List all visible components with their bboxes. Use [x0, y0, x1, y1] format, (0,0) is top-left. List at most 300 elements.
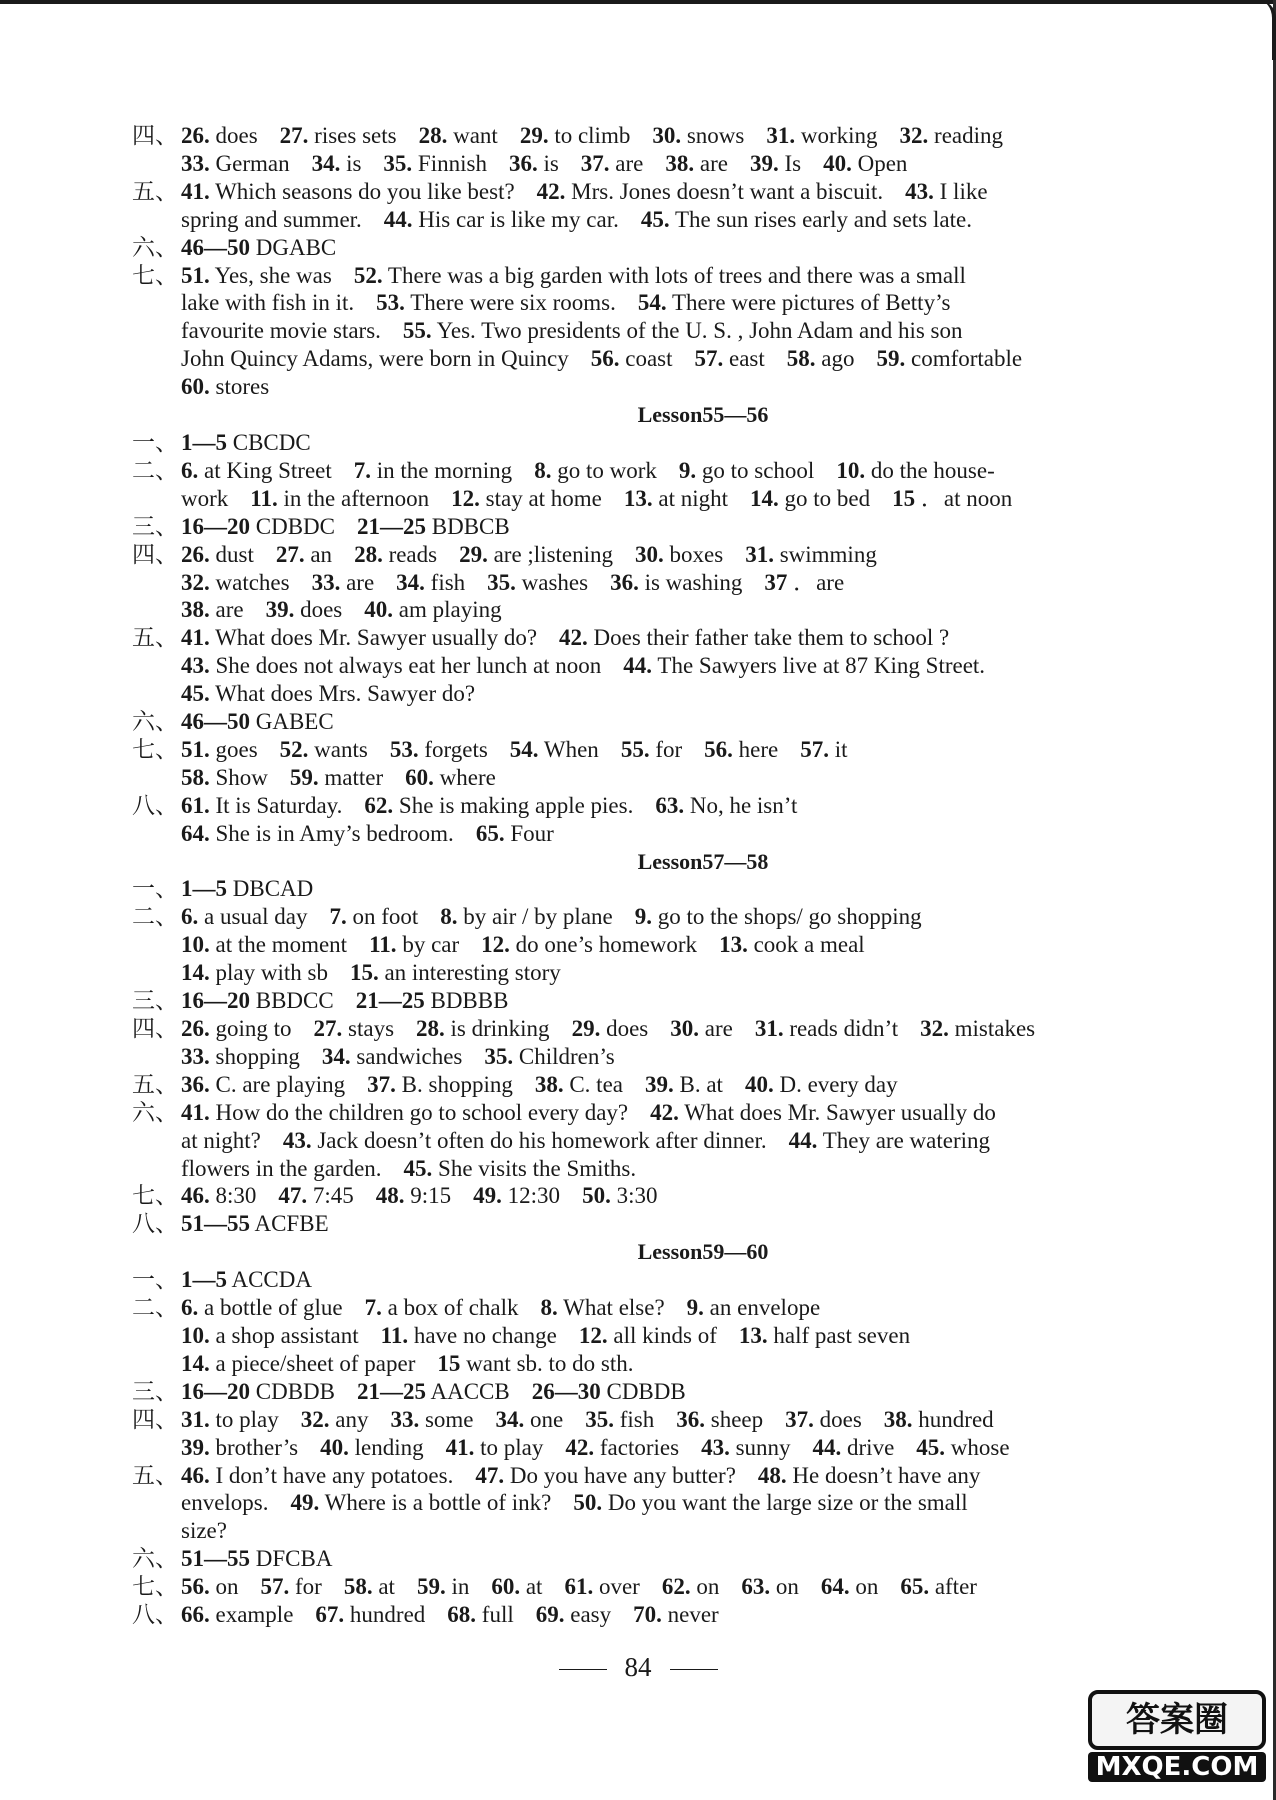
answer-text: is drinking	[450, 1016, 550, 1041]
answer-line	[132, 317, 1184, 345]
answer-text: rises sets	[314, 123, 397, 148]
answer-item	[181, 1267, 312, 1292]
answer-item	[181, 346, 569, 371]
question-number: 68.	[447, 1602, 477, 1628]
question-number: 65.	[475, 820, 505, 846]
answer-text: boxes	[669, 541, 724, 567]
answer-text: BBDCC	[255, 988, 334, 1014]
answer-text: on	[775, 1574, 799, 1600]
question-number: 61.	[181, 792, 210, 818]
answer-text: does	[300, 597, 343, 623]
answer-text: DFCBA	[255, 1546, 333, 1572]
question-number: 28.	[354, 541, 383, 567]
answer-text: by air / by plane	[463, 904, 613, 930]
question-number: 10.	[181, 1322, 210, 1348]
question-number: 58.	[343, 1574, 373, 1600]
question-number: 47.	[278, 1183, 308, 1209]
answer-item	[276, 542, 332, 567]
answer-text: How do the children go to school every day?	[215, 1099, 629, 1125]
answer-item	[381, 1323, 557, 1348]
answer-line	[132, 1573, 1184, 1601]
answer-line	[132, 1043, 1184, 1071]
question-number: 32.	[920, 1016, 949, 1041]
question-number: 59.	[289, 764, 319, 790]
answer-item	[181, 988, 334, 1013]
answer-text: to climb	[554, 123, 631, 148]
answer-text: I don’t have any potatoes.	[215, 1462, 454, 1488]
answer-item	[813, 1435, 895, 1460]
answer-line	[132, 1601, 1184, 1629]
answer-text: reads	[388, 541, 438, 567]
answer-text: ACFBE	[254, 1211, 329, 1237]
answer-line	[132, 875, 1184, 903]
watermark-logo	[1088, 1690, 1266, 1782]
answer-text: mistakes	[954, 1016, 1036, 1041]
question-number: 57.	[800, 736, 829, 762]
answer-text: BDBBB	[430, 988, 509, 1014]
answer-item	[181, 653, 601, 678]
answer-item	[800, 737, 847, 762]
question-number: 28.	[418, 123, 448, 148]
answer-text: German	[215, 150, 290, 176]
question-number: 8.	[534, 457, 552, 483]
question-number: 40.	[823, 150, 852, 176]
page-number: 84	[624, 1652, 652, 1682]
question-number: 38.	[883, 1406, 913, 1432]
section-marker: 二、	[132, 1295, 178, 1321]
answer-text: There were pictures of Betty’s	[671, 290, 951, 316]
answer-item	[314, 1016, 395, 1041]
question-number: 36.	[508, 150, 538, 176]
question-number: 13.	[623, 485, 653, 511]
answer-text: DBCAD	[232, 876, 314, 902]
answer-text: Yes, she was	[214, 262, 332, 288]
question-number: 35.	[383, 150, 413, 176]
answer-line	[132, 1210, 1184, 1238]
question-number: 42.	[565, 1434, 595, 1460]
answer-text: Is	[784, 150, 802, 176]
answer-line	[132, 234, 1184, 262]
answer-item	[181, 123, 258, 148]
answer-item	[496, 1407, 564, 1432]
answer-item	[532, 1379, 686, 1404]
answer-text: an interesting story	[384, 960, 561, 986]
question-number: 42.	[650, 1099, 679, 1125]
answer-item	[836, 458, 994, 483]
answer-text: some	[424, 1406, 474, 1432]
question-number: 56.	[590, 346, 620, 372]
question-number: 16—20	[181, 513, 250, 539]
answer-line	[132, 652, 1184, 680]
answer-line	[132, 262, 1184, 290]
answer-text: at	[525, 1574, 543, 1600]
question-number: 21—25	[357, 1378, 426, 1404]
answer-item	[440, 904, 612, 929]
answer-text: AACCB	[430, 1378, 510, 1404]
answer-item	[884, 1407, 994, 1432]
question-number: 44.	[383, 206, 413, 232]
answer-item	[250, 486, 429, 511]
answer-item	[652, 123, 744, 148]
section-marker: 一、	[132, 876, 178, 902]
answer-item	[687, 1295, 820, 1320]
question-number: 45.	[181, 681, 210, 707]
top-border	[0, 0, 1276, 4]
answer-text: What does Mr. Sawyer usually do?	[215, 625, 538, 651]
answer-text: in	[451, 1574, 470, 1600]
question-number: 59.	[416, 1574, 446, 1600]
answer-text: What else?	[563, 1295, 665, 1321]
answer-line	[132, 485, 1184, 513]
page-corner	[1256, 0, 1276, 60]
question-number: 64.	[820, 1574, 850, 1600]
watermark-top: 答案圈	[1088, 1690, 1266, 1750]
question-number: 30.	[652, 123, 682, 148]
answer-text: ．at noon	[920, 485, 1013, 511]
answer-text: washes	[521, 569, 589, 595]
answer-item	[181, 1490, 269, 1515]
answer-text: example	[215, 1602, 294, 1628]
answer-text: 3:30	[616, 1183, 658, 1209]
answer-item	[364, 597, 501, 622]
question-number: 38.	[181, 597, 210, 623]
section-marker: 四、	[132, 1016, 178, 1041]
answer-item	[181, 625, 537, 650]
answer-text: east	[729, 346, 765, 372]
answer-text: are	[346, 569, 375, 595]
answer-item	[638, 290, 951, 315]
question-number: 33.	[181, 1043, 210, 1069]
answer-item	[635, 542, 723, 567]
answer-item	[635, 904, 922, 929]
lesson-title-text: Lesson57—58	[637, 848, 769, 874]
answer-text: hundred	[918, 1406, 994, 1432]
question-number: 40.	[320, 1434, 349, 1460]
watermark-site: MXQE.COM	[1088, 1752, 1266, 1782]
lesson-title-text: Lesson55—56	[637, 402, 769, 428]
answer-item	[785, 1407, 862, 1432]
answer-item	[181, 1323, 359, 1348]
answer-item	[181, 904, 307, 929]
answer-item	[290, 765, 383, 790]
answer-text: am playing	[398, 597, 502, 623]
answer-item	[312, 151, 362, 176]
answer-text: Do you want the large size or the small	[607, 1490, 968, 1516]
answer-text: B. at	[679, 1071, 723, 1097]
answer-text: sandwiches	[356, 1043, 463, 1069]
answer-item	[181, 1574, 239, 1599]
answer-item	[390, 737, 488, 762]
answer-item	[266, 597, 343, 622]
answer-text: Mrs. Jones doesn’t want a biscuit.	[571, 178, 884, 204]
section-marker: 三、	[132, 988, 178, 1014]
question-number: 30.	[670, 1016, 699, 1041]
answer-text: over	[598, 1574, 640, 1600]
answer-line	[132, 1378, 1184, 1406]
question-number: 8.	[440, 904, 458, 930]
section-marker: 八、	[132, 792, 178, 818]
answer-text: John Quincy Adams, were born in Quincy	[181, 346, 569, 372]
answer-text: go to the shops/ go shopping	[657, 904, 922, 930]
answer-line	[132, 429, 1184, 457]
answer-item	[181, 263, 332, 288]
section-marker: 六、	[132, 1099, 178, 1125]
answer-item	[739, 1323, 910, 1348]
question-number: 47.	[475, 1462, 505, 1488]
answer-item	[487, 570, 588, 595]
answer-text: forgets	[424, 736, 488, 762]
question-number: 12.	[451, 485, 480, 511]
answer-text: does	[819, 1406, 862, 1432]
question-number: 39.	[749, 150, 779, 176]
answer-item	[404, 1156, 637, 1181]
question-number: 34.	[495, 1406, 525, 1432]
question-number: 21—25	[355, 988, 425, 1014]
question-number: 1—5	[181, 1267, 227, 1293]
answer-item	[676, 1407, 763, 1432]
answer-text: reads didn’t	[789, 1016, 899, 1041]
answer-item	[573, 1490, 967, 1515]
answer-text: What does Mr. Sawyer usually do	[684, 1099, 996, 1125]
section-marker: 一、	[132, 429, 178, 455]
answer-text: a piece/sheet of paper	[215, 1350, 416, 1376]
answer-text: at night?	[181, 1127, 261, 1153]
answer-text: by car	[402, 932, 460, 958]
answer-item	[821, 1574, 879, 1599]
question-number: 27.	[279, 123, 309, 148]
question-number: 45.	[640, 206, 670, 232]
question-number: 52.	[353, 262, 383, 288]
answer-item	[719, 932, 865, 957]
answer-item	[745, 1072, 898, 1097]
section-marker: 六、	[132, 1546, 178, 1572]
answer-item	[181, 1100, 628, 1125]
answer-line	[132, 1099, 1184, 1127]
answer-text: play with sb	[215, 960, 328, 986]
question-number: 33.	[311, 569, 341, 595]
answer-text: It is Saturday.	[215, 792, 343, 818]
answer-text: lake with fish in it.	[181, 290, 355, 316]
answer-text: lending	[354, 1434, 424, 1460]
question-number: 41.	[445, 1434, 475, 1460]
answer-line	[132, 1545, 1184, 1573]
answer-text: hundred	[349, 1602, 426, 1628]
answer-item	[181, 765, 268, 790]
answer-line	[132, 178, 1184, 206]
answer-item	[662, 1574, 720, 1599]
answer-item	[354, 542, 437, 567]
question-number: 45.	[403, 1155, 433, 1181]
answer-text: reading	[934, 123, 1003, 148]
answer-line	[132, 1155, 1184, 1183]
question-number: 40.	[364, 597, 393, 623]
answer-text: DGABC	[255, 234, 337, 260]
question-number: 53.	[389, 736, 419, 762]
answer-text: Do you have any butter?	[509, 1462, 736, 1488]
answer-item	[181, 960, 328, 985]
question-number: 13.	[738, 1322, 768, 1348]
answer-line	[132, 541, 1184, 569]
answer-item	[405, 765, 496, 790]
question-number: 26.	[181, 541, 210, 567]
answer-text: fish	[430, 569, 466, 595]
question-number: 37	[764, 569, 788, 595]
answer-text: shopping	[215, 1043, 300, 1069]
answer-item	[701, 1435, 790, 1460]
lesson-title	[132, 1238, 1184, 1266]
answer-text: envelops.	[181, 1490, 269, 1516]
question-number: 9.	[634, 904, 652, 930]
answer-text: go to bed	[784, 485, 871, 511]
question-number: 15	[892, 485, 916, 511]
question-number: 51—55	[181, 1211, 250, 1237]
question-number: 32.	[899, 123, 929, 148]
question-number: 41.	[181, 625, 210, 651]
answer-item	[484, 1044, 614, 1069]
answer-item	[181, 597, 244, 622]
answer-item	[322, 1044, 463, 1069]
answer-item	[354, 458, 512, 483]
answer-item	[181, 821, 454, 846]
lesson-title	[132, 848, 1184, 876]
answer-item	[892, 486, 1012, 511]
answer-text: She does not always eat her lunch at noon	[215, 653, 602, 679]
answer-text: matter	[324, 764, 384, 790]
answer-item	[520, 123, 631, 148]
answer-item	[181, 374, 269, 399]
answer-item	[877, 346, 1023, 371]
answer-item	[764, 570, 844, 595]
answer-item	[181, 793, 342, 818]
question-number: 58.	[786, 346, 816, 372]
answer-item	[344, 1574, 395, 1599]
question-number: 6.	[181, 1295, 199, 1321]
answer-item	[624, 486, 728, 511]
answer-text: factories	[599, 1434, 680, 1460]
answer-text: Yes. Two presidents of the U. S. , John Adam and his son	[436, 318, 963, 344]
question-number: 59.	[876, 346, 906, 372]
answer-text: are	[215, 597, 244, 623]
question-number: 69.	[535, 1602, 565, 1628]
answer-text: do the house-	[870, 457, 995, 483]
answer-item	[301, 1407, 369, 1432]
answer-item	[510, 737, 599, 762]
question-number: 50.	[573, 1490, 603, 1516]
answer-text: all kinds of	[613, 1322, 717, 1348]
question-number: 12.	[481, 932, 510, 958]
answer-text: for	[655, 736, 683, 762]
question-number: 38.	[665, 150, 695, 176]
section-marker: 五、	[132, 178, 178, 204]
answer-text: on foot	[352, 904, 419, 930]
question-number: 54.	[637, 290, 667, 316]
answer-item	[181, 151, 290, 176]
answer-text: Which seasons do you like best?	[215, 178, 515, 204]
answer-text: on	[696, 1574, 720, 1600]
answer-line	[132, 1294, 1184, 1322]
answer-item	[475, 1463, 736, 1488]
question-number: 62.	[364, 792, 394, 818]
answer-item	[383, 151, 487, 176]
answer-item	[181, 1435, 298, 1460]
question-number: 63.	[741, 1574, 771, 1600]
question-number: 58.	[181, 764, 210, 790]
question-number: 14.	[181, 960, 210, 986]
answer-text: They are watering	[822, 1127, 990, 1153]
question-number: 70.	[633, 1602, 662, 1628]
answer-item	[789, 1128, 990, 1153]
answer-text: C. tea	[569, 1071, 623, 1097]
answer-text: are	[699, 150, 728, 176]
answer-line	[132, 1350, 1184, 1378]
answer-text: are ;listening	[493, 541, 614, 567]
answer-item	[283, 1128, 767, 1153]
answer-text: stores	[215, 374, 270, 400]
question-number: 12.	[578, 1322, 608, 1348]
answer-text: is washing	[644, 569, 743, 595]
answer-item	[537, 179, 883, 204]
question-number: 14.	[750, 485, 779, 511]
answer-item	[787, 346, 855, 371]
answer-item	[670, 1016, 733, 1041]
answer-line	[132, 1462, 1184, 1490]
question-number: 13.	[719, 932, 748, 958]
question-number: 31.	[766, 123, 796, 148]
answer-text: B. shopping	[401, 1071, 513, 1097]
question-number: 49.	[473, 1183, 502, 1209]
question-number: 64.	[181, 820, 210, 846]
answer-line	[132, 513, 1184, 541]
answer-text: easy	[570, 1602, 612, 1628]
answer-text: There were six rooms.	[410, 290, 616, 316]
answer-key-body	[132, 122, 1184, 1629]
lesson-title	[132, 401, 1184, 429]
question-number: 45.	[916, 1434, 946, 1460]
answer-item	[741, 1574, 799, 1599]
answer-text: an	[310, 541, 333, 567]
answer-item	[535, 1072, 623, 1097]
answer-text: go to school	[701, 457, 815, 483]
section-marker: 四、	[132, 123, 178, 148]
answer-text: GABEC	[255, 709, 334, 735]
question-number: 54.	[509, 736, 539, 762]
answer-text: Finnish	[417, 150, 487, 176]
question-number: 36.	[610, 569, 639, 595]
question-number: 40.	[744, 1071, 774, 1097]
answer-item	[481, 932, 697, 957]
answer-item	[181, 737, 258, 762]
answer-text: on	[215, 1574, 239, 1600]
answer-text: going to	[215, 1016, 292, 1041]
answer-line	[132, 624, 1184, 652]
answer-item	[312, 570, 375, 595]
answer-text: want	[453, 123, 498, 148]
question-number: 16—20	[181, 1378, 250, 1404]
answer-text: at the moment	[215, 932, 348, 958]
answer-item	[621, 737, 682, 762]
question-number: 26—30	[531, 1378, 601, 1404]
question-number: 62.	[661, 1574, 691, 1600]
answer-text: to play	[480, 1434, 544, 1460]
answer-text: She is making apple pies.	[398, 792, 634, 818]
dash-left	[559, 1669, 607, 1670]
question-number: 29.	[519, 123, 549, 148]
answer-item	[755, 1016, 898, 1041]
question-number: 38.	[534, 1071, 564, 1097]
question-number: 43.	[905, 178, 934, 204]
answer-line	[132, 289, 1184, 317]
question-number: 51—55	[181, 1546, 250, 1572]
